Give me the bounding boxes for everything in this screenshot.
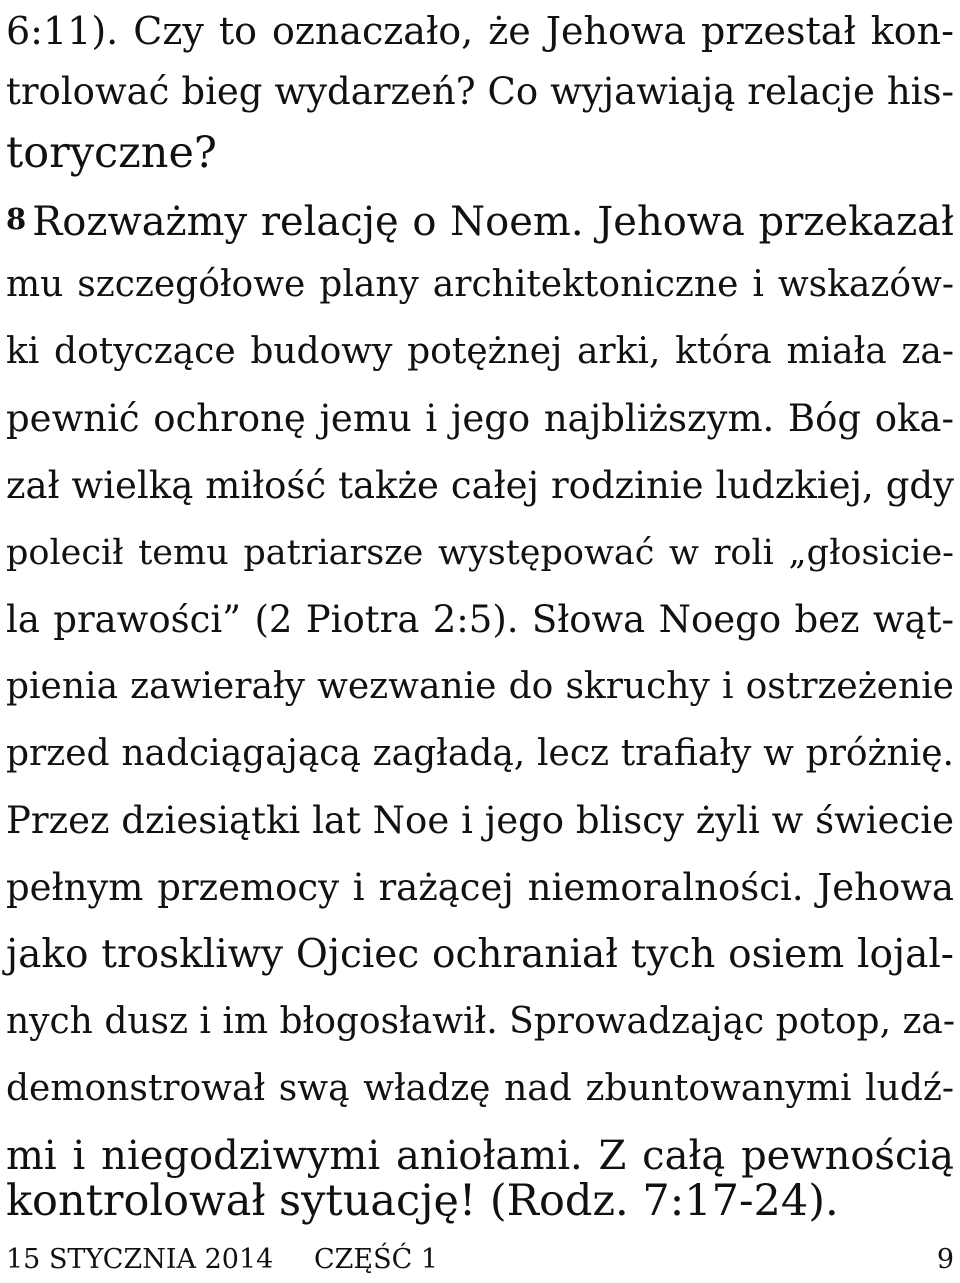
page-footer <box>6 1240 954 1280</box>
text-line-content: demonstrował swą władzę nad zbuntowanymi ludź- <box>6 1068 954 1109</box>
footer-date: 15 STYCZNIA 2014 <box>6 1244 274 1275</box>
text-line-content: Rozważmy relację o Noem. Jehowa przekazał <box>32 199 954 245</box>
text-line <box>6 991 954 1053</box>
text-line <box>6 188 954 250</box>
text-line-content: pienia zawierały wezwanie do skruchy i ostrzeżenie <box>6 666 954 707</box>
text-line <box>6 857 954 919</box>
text-line <box>6 924 954 986</box>
text-line-content: polecił temu patriarsze występować w roli „głosicie- <box>6 533 954 573</box>
text-line <box>6 388 954 450</box>
paragraph-number: 8 <box>6 202 27 236</box>
text-line-content: pewnić ochronę jemu i jego najbliższym. Bóg oka- <box>6 397 954 440</box>
text-line <box>6 1170 954 1232</box>
text-line-content: 6:11). Czy to oznaczało, że Jehowa przestał kon- <box>6 9 954 53</box>
footer-part: CZĘŚĆ 1 <box>314 1244 439 1275</box>
text-line <box>6 790 954 852</box>
text-line-content: kontrolował sytuację! (Rodz. 7:17-24). <box>6 1176 839 1226</box>
text-line-content: ki dotyczące budowy potężnej arki, która miała za- <box>6 331 954 372</box>
text-line <box>6 723 954 785</box>
text-line-content: pełnym przemocy i rażącej niemoralności. Jehowa <box>6 866 954 909</box>
text-line-content: przed nadciągającą zagładą, lecz trafiały w próżnię. <box>6 733 954 774</box>
text-line-content: la prawości” (2 Piotra 2:5). Słowa Noego bez wąt- <box>6 598 954 641</box>
text-line <box>6 254 954 316</box>
text-line <box>6 0 954 62</box>
text-line-content: zał wielką miłość także całej rodzinie ludzkiej, gdy <box>6 464 954 507</box>
text-line <box>6 1058 954 1120</box>
text-line <box>6 656 954 718</box>
text-line <box>6 61 954 123</box>
text-line <box>6 321 954 383</box>
text-line <box>6 455 954 517</box>
text-line <box>6 522 954 584</box>
text-line-content: jako troskliwy Ojciec ochraniał tych osiem lojal- <box>6 932 954 977</box>
text-line <box>6 589 954 651</box>
page-number: 9 <box>936 1244 954 1275</box>
text-line-content: toryczne? <box>6 128 217 178</box>
text-line <box>6 122 954 184</box>
text-line-content: nych dusz i im błogosławił. Sprowadzając potop, za- <box>6 1001 956 1042</box>
text-line-content: mu szczegółowe plany architektoniczne i wskazów- <box>6 264 954 305</box>
text-line-content: trolować bieg wydarzeń? Co wyjawiają relacje his- <box>6 70 954 113</box>
text-line-content: Przez dziesiątki lat Noe i jego bliscy żyli w świecie <box>6 799 954 842</box>
text-line-content: mi i niegodziwymi aniołami. Z całą pewnością <box>6 1133 954 1179</box>
